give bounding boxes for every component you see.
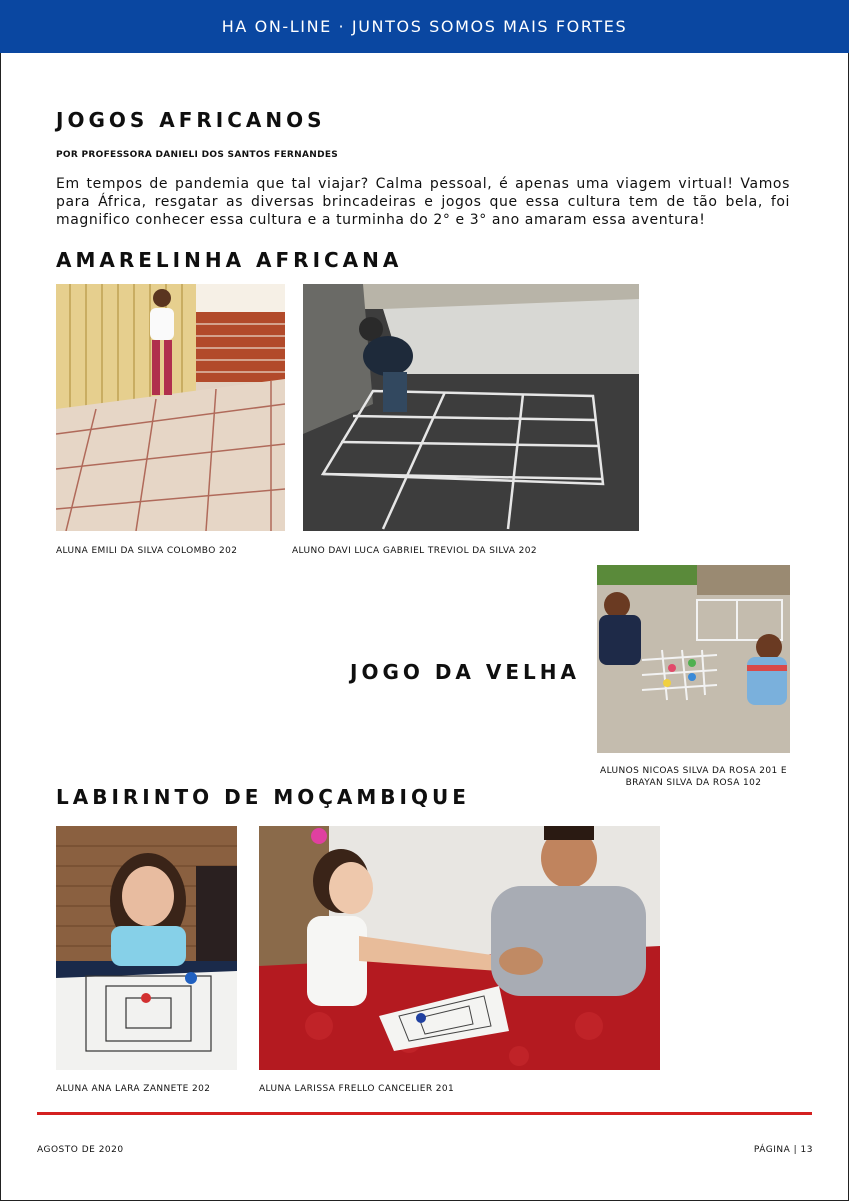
caption-emili: ALUNA EMILI DA SILVA COLOMBO 202 (56, 546, 238, 556)
photo-larissa (259, 826, 660, 1070)
article-title: JOGOS AFRICANOS (56, 108, 326, 132)
caption-davi: ALUNO DAVI LUCA GABRIEL TREVIOL DA SILVA 202 (292, 546, 538, 556)
header-banner (0, 0, 849, 53)
caption-ana-lara: ALUNA ANA LARA ZANNETE 202 (56, 1084, 211, 1094)
photo-emili (56, 284, 285, 531)
section-title-velha: JOGO DA VELHA (350, 660, 580, 684)
caption-nicoas-brayan (586, 765, 801, 789)
footer-date: AGOSTO DE 2020 (37, 1145, 124, 1155)
caption-line-2: BRAYAN SILVA DA ROSA 102 (625, 778, 762, 788)
caption-larissa: ALUNA LARISSA FRELLO CANCELIER 201 (259, 1084, 455, 1094)
article-byline: POR PROFESSORA DANIELI DOS SANTOS FERNANDES (56, 150, 339, 160)
photo-ana-lara (56, 826, 237, 1070)
section-title-amarelinha: AMARELINHA AFRICANA (56, 248, 403, 272)
article-intro: Em tempos de pandemia que tal viajar? Calma pessoal, é apenas uma viagem virtual! Vamos para África, resgatar as diversas brincadeiras e jogos que essa cultura tem de tão bela, foi magnifico conhecer essa cultura e a turminha do 2° e 3° ano amaram essa aventura! (56, 176, 790, 228)
photo-nicoas-brayan (597, 565, 790, 753)
caption-line-1: ALUNOS NICOAS SILVA DA ROSA 201 E (600, 766, 787, 776)
footer-divider (37, 1112, 812, 1115)
photo-davi (303, 284, 639, 531)
banner-title: HA ON-LINE · JUNTOS SOMOS MAIS FORTES (221, 17, 628, 36)
section-title-labirinto: LABIRINTO DE MOÇAMBIQUE (56, 785, 470, 809)
footer-page-number: PÁGINA | 13 (753, 1145, 813, 1155)
